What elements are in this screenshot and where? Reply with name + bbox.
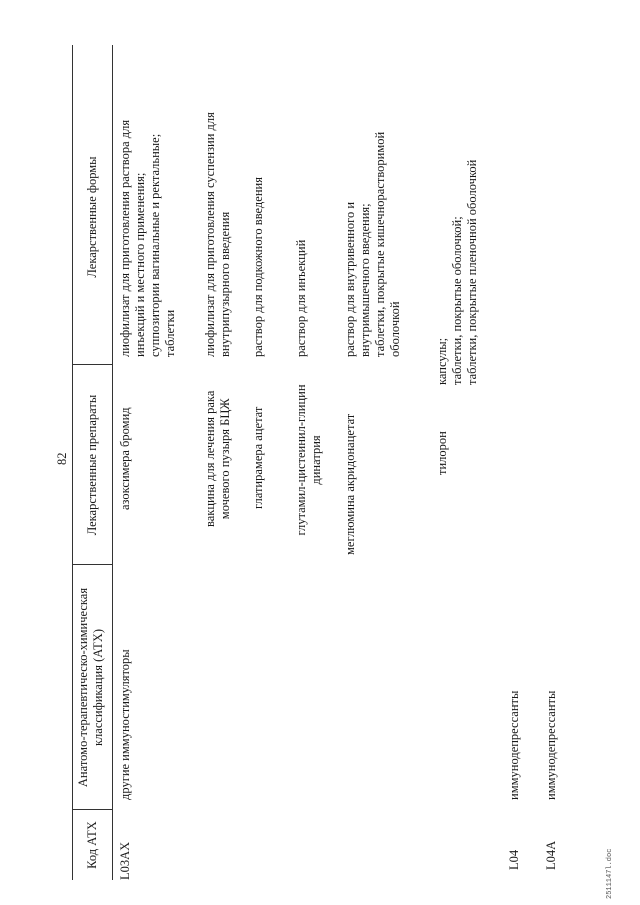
row-forms: лиофилизат для приготовления суспензии для внутрипузырного введения bbox=[203, 112, 232, 357]
page-number: 82 bbox=[55, 452, 69, 465]
row-code: L04 bbox=[507, 849, 521, 870]
header-bottom-border bbox=[112, 45, 113, 880]
row-drug: вакцина для лечения рака мочевого пузыря БЦЖ bbox=[203, 390, 232, 527]
row-drug: тилорон bbox=[435, 431, 449, 475]
row-forms: капсулы; таблетки, покрытые оболочкой; таблетки, покрытые пленочной оболочкой bbox=[435, 159, 479, 385]
row-classification: другие иммуностимуляторы bbox=[118, 649, 132, 800]
row-forms: раствор для подкожного введения bbox=[251, 177, 265, 357]
column-divider-classification bbox=[72, 564, 112, 565]
column-divider-drugs bbox=[72, 364, 112, 365]
header-forms: Лекарственные формы bbox=[85, 156, 99, 278]
row-classification: иммунодепрессанты bbox=[544, 690, 558, 800]
header-classification: Анатомо-терапевтическо-химическая классификация (АТХ) bbox=[76, 587, 105, 788]
row-forms: лиофилизат для приготовления раствора для инъекций и местного применения; суппозитории вагинальные и ректальные; таблетки bbox=[118, 119, 177, 357]
row-drug: меглюмина акридонацетат bbox=[343, 413, 357, 555]
header-code: Код АТХ bbox=[85, 821, 99, 869]
row-drug: глутамил-цистеинил-глицин динатрия bbox=[294, 384, 323, 536]
row-drug: азоксимера бромид bbox=[118, 407, 132, 510]
row-forms: раствор для внутривенного и внутримышечного введения; таблетки, покрытые кишечнорастворимой оболочкой bbox=[343, 131, 402, 357]
row-code: L04A bbox=[544, 840, 558, 870]
row-drug: глатирамера ацетат bbox=[251, 406, 265, 509]
file-name: 2511147l.doc bbox=[606, 848, 614, 899]
table-top-border bbox=[72, 45, 73, 880]
row-forms: раствор для инъекций bbox=[294, 239, 308, 357]
header-drugs: Лекарственные препараты bbox=[85, 394, 99, 536]
row-classification: иммунодепрессанты bbox=[507, 690, 521, 800]
row-code: L03AX bbox=[118, 841, 132, 880]
